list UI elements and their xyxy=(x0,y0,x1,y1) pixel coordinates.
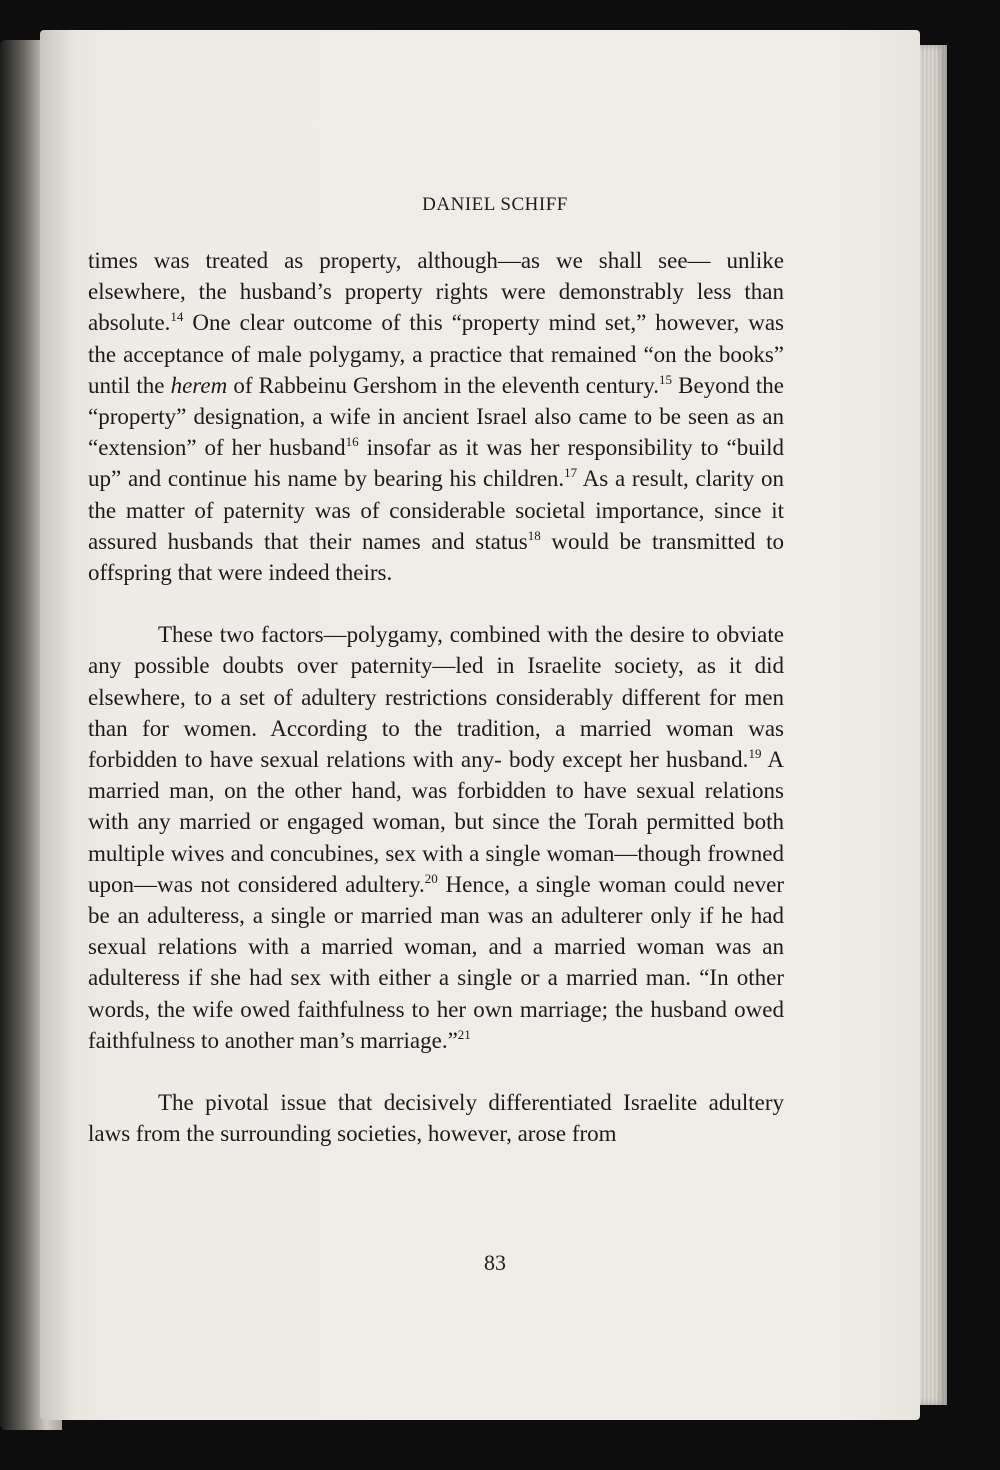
body-text xyxy=(88,245,784,1149)
text-run: of Rabbeinu Gershom in the eleventh century. xyxy=(227,372,660,398)
text-run: insofar as it was her responsibility to “build up” and continue his name by bearing his children. xyxy=(88,435,784,492)
footnote-marker: 21 xyxy=(457,1026,471,1042)
running-head: DANIEL SCHIFF xyxy=(422,194,568,215)
footnote-marker: 15 xyxy=(659,371,673,387)
text-run: would be transmitted to offspring that were indeed theirs. xyxy=(88,528,784,586)
text-run: The pivotal issue that decisively differentiated Israelite adultery laws from the surrounding societies, however, arose from xyxy=(88,1090,784,1147)
footnote-marker: 20 xyxy=(424,870,438,886)
footnote-marker: 17 xyxy=(564,465,578,481)
text-run: One clear outcome of this “property mind set,” however, was the acceptance of male polygamy, a practice that remained “on the books” until the xyxy=(88,310,784,398)
text-run: times was treated as property, although—as we shall see— unlike elsewhere, the husband’s property rights were demonstrably less than absolute. xyxy=(88,248,784,336)
page-number: 83 xyxy=(484,1250,506,1275)
text-run: Beyond the “property” designation, a wife in ancient Israel also came to be seen as an “extension” of her husband xyxy=(88,372,784,461)
paragraph xyxy=(88,619,784,1056)
paragraph xyxy=(88,1087,784,1149)
footnote-marker: 14 xyxy=(170,309,184,325)
italic-term: herem xyxy=(170,372,228,398)
paragraph xyxy=(88,245,784,588)
text-run: A married man, on the other hand, was forbidden to have sexual relations with any married or engaged woman, but since the Torah permitted both multiple wives and concubines, sex with a single woman—though frowned upon—was not considered adultery. xyxy=(88,747,784,897)
footnote-marker: 16 xyxy=(345,434,359,450)
footnote-marker: 19 xyxy=(748,746,762,762)
text-run: These two factors—polygamy, combined with the desire to obviate any possible doubts over paternity—led in Israelite society, as it did elsewhere, to a set of adultery restrictions considerably different for men than for women. According to the tradition, a married woman was forbidden to have sexual relations with any- body except her husband. xyxy=(88,622,784,773)
footnote-marker: 18 xyxy=(527,527,541,543)
text-run: Hence, a single woman could never be an adulteress, a single or married man was an adulterer only if he had sexual relations with a married woman, and a married woman was an adulteress if she had sex with either a single or a married man. “In other words, the wife owed faithfulness to her own marriage; the husband owed faithfulness to another man’s marriage.” xyxy=(88,871,784,1053)
text-run: As a result, clarity on the matter of paternity was of considerable societal importance, since it assured husbands that their names and status xyxy=(88,466,784,554)
